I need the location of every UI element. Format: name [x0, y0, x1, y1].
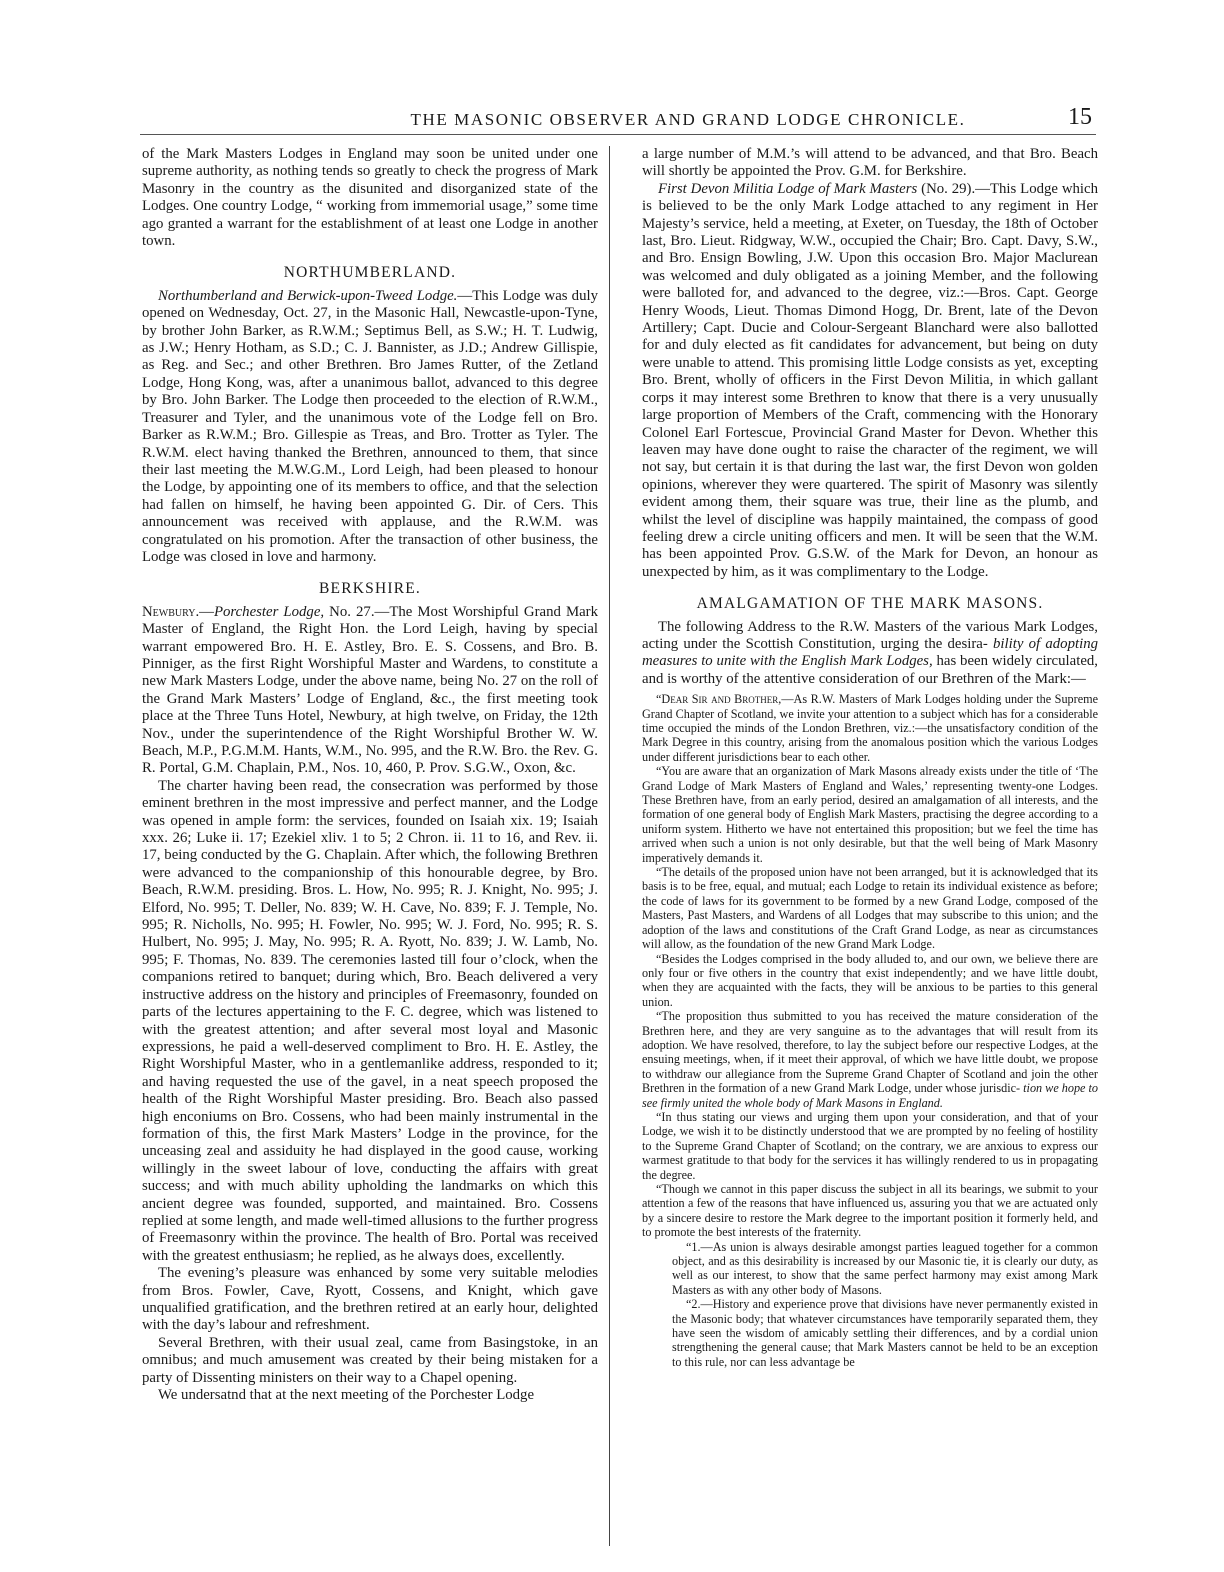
section-heading-northumberland: NORTHUMBERLAND.: [283, 264, 457, 282]
section-heading-berkshire: BERKSHIRE.: [319, 580, 421, 598]
paragraph-body: —This Lodge was duly opened on Wednesday, Oct. 27, in the Masonic Hall, Newcastle-upon-Tyne, by brother John Barker, as R.W.M.; Septimus Bell, as S.W.; H. T. Ludwig, as J.W.; Henry Hotham, as S.D.; C. J. Bannister, as J.D.; Andrew Gillispie, as Reg. and Sec.; and other Brethren. Bro James Rutter, of the Zetland Lodge, Hong Kong, was, after a unanimous ballot, advanced to this degree by Bro. John Barker. The Lodge then proceeded to the election of R.W.M., Treasurer and Tyler, and the unanimous vote of the Lodge fell on Bro. Barker as R.W.M.; Bro. Gillespie as Treas, and Bro. Trotter as Tyler. The R.W.M. elect having thanked the Brethren, announced to them, that since their last meeting the M.W.G.M., Lord Leigh, had been pleased to honour the Lodge, by appointing one of its members to office, and that the selection had fallen on himself, he having been appointed G. Dir. of Cers. This announcement was received with applause, and the R.W.M. was congratulated on his promotion. After the transaction of other business, the Lodge was closed in love and harmony.: [142, 287, 598, 565]
lodge-name: Northumberland and Berwick-upon-Tweed Lodge.: [158, 287, 458, 304]
paragraph: a large number of M.M.’s will attend to be advanced, and that Bro. Beach will shortly be appointed the Prov. G.M. for Berkshire.: [642, 146, 1098, 180]
numbered-reason: “2.—History and experience prove that divisions have never permanently existed in the Masonic body; that whatever circumstances have temporarily separated them, they have seen the wisdom of amicably settling their differences, and by a cordial union strengthening the general cause; that Mark Masters cannot be held to be an exception to this rule, nor can less advantage be: [672, 1297, 1098, 1369]
paragraph: Several Brethren, with their usual zeal, came from Basingstoke, in an omnibus; and much amusement was created by their being mistaken for a party of Dissenting ministers on their way to a Chapel opening.: [142, 1334, 598, 1386]
letter-text: “The proposition thus submitted to you has received the mature consideration of the Brethren here, and they are very sanguine as to the advantages that will result from its adoption. We have resolved, therefore, to lay the subject before our respective Lodges, at the ensuing meetings, when, if it meet their approval, of which we have little doubt, we propose to withdraw our allegiance from the Supreme Grand Chapter of Scotland and join the other Brethren in the formation of a new Grand Mark Lodge, under whose jurisdic-: [642, 1009, 1098, 1096]
letter-italic: tion we hope to see firmly united the whole body of Mark Masons in England.: [642, 1081, 1098, 1110]
letter-paragraph: [642, 1009, 1098, 1110]
letter-text: —As R.W. Masters of Mark Lodges holding under the Supreme Grand Chapter of Scotland, we invite your attention to a subject which has for a considerable time occupied the minds of the London Brethren, viz.:—the unsatisfactory condition of the Mark Degree in this country, arising from the anomalous position which the various Lodges under different jurisdictions bear to each other.: [642, 692, 1098, 764]
intro-text: The following Address to the R.W. Masters of the various Mark Lodges, acting under the Scottish Constitution, urging the desira-: [642, 618, 1098, 652]
lodge-name: First Devon Militia Lodge of Mark Masters: [658, 180, 918, 197]
paragraph-devon: [642, 181, 1098, 581]
paragraph: of the Mark Masters Lodges in England may soon be united under one supreme authority, as nothing tends so greatly to check the progress of Mark Masonry in the country as the disunited and disorganized state of the Lodges. One country Lodge, “ working from immemorial usage,” some time ago granted a warrant for the establishment of at least one Lodge in another town.: [142, 146, 598, 250]
paragraph: The charter having been read, the consecration was performed by those eminent brethren in the most impressive and perfect manner, and the Lodge was opened in ample form: the services, founded on Isaiah xix. 19; Isaiah xxx. 26; Luke ii. 17; Ezekiel xliv. 1 to 5; 2 Chron. ii. 11 to 16, and Rev. ii. 17, being conducted by the G. Chaplain. After which, the following Brethren were advanced to the companionship of this honourable degree, by Bro. Beach, R.W.M. presiding. Bros. L. How, No. 995; R. J. Knight, No. 995; J. Elford, No. 995; T. Deller, No. 839; W. H. Cave, No. 839; F. J. Temple, No. 995; R. Nicholls, No. 995; H. Fowler, No. 995; W. J. Ford, No. 995; R. S. Hulbert, No. 995; J. May, No. 995; R. A. Ryott, No. 839; J. W. Lamb, No. 995; F. Thomas, No. 839. The ceremonies lasted till four o’clock, when the companions retired to banquet; during which, Bro. Beach delivered a very instructive address on the history and principles of Freemasonry, founded on parts of the lectures appertaining to the F. C. degree, which was listened to with the greatest attention; and after several most loyal and Masonic expressions, he paid a well-deserved compliment to Bro. H. E. Astley, the Right Worshipful Master, who in a gentlemanlike address, responded to it; and having requested the use of the gavel, in a neat speech proposed the health of the Right Worshipful Master presiding. Bro. Beach also passed high enconiums on Bro. Cossens, who had been mainly instrumental in the formation of this, the first Mark Masters’ Lodge in the province, for the unceasing zeal and assiduity he had displayed in the good cause, working willingly in the sweet labour of love, conducting the affairs with great success; and with much ability upholding the landmarks on which this ancient degree was founded, supported, and maintained. Bro. Cossens replied at some length, and made well-timed allusions to the further progress of Freemasonry within the province. The health of Bro. Portal was received with the greatest enthusiasm; he replied, as he always does, excellently.: [142, 777, 598, 1264]
letter-paragraph: “Besides the Lodges comprised in the body alluded to, and our own, we believe there are only four or five others in the country that exist independently; and we have little doubt, when they are acquainted with the facts, they will be anxious to be parties to this general union.: [642, 951, 1098, 1009]
place-name: Newbury.: [142, 603, 200, 620]
letter-paragraph: “In thus stating our views and urging them upon your consideration, and that of your Lodge, we wish it to be distinctly understood that we are prompted by no feeling of hostility to the Supreme Grand Chapter of Scotland; on the contrary, we are anxious to express our warmest gratitude to that body for the services it has willingly rendered to us in propagating the degree.: [642, 1109, 1098, 1182]
paragraph-northumberland: [142, 288, 598, 567]
intro-italic: bility of adopting measures to unite with the English Mark Lodges,: [642, 635, 1098, 670]
paragraph-body: No. 27.—The Most Worshipful Grand Mark Master of England, the Right Hon. the Lord Leigh, having by special warrant empowered Bro. H. E. Astley, Bro. E. S. Cossens, and Bro. B. Pinniger, as the first Right Worshipful Master and Wardens, to constitute a new Mark Masters Lodge, under the above name, being No. 27 on the roll of the Grand Mark Masters’ Lodge of England, &c., the first meeting took place at the Three Tuns Hotel, Newbury, at high twelve, on Friday, the 12th Nov., under the superintendence of the Right Worshipful Brother W. W. Beach, M.P., P.G.M.M. Hants, W.M., No. 995, and the R.W. Bro. the Rev. G. R. Portal, G.M. Chaplain, P.M., Nos. 10, 460, P. Prov. S.G.W., Oxon, &c.: [142, 603, 598, 777]
paragraph-intro: [642, 619, 1098, 689]
letter-paragraph: “You are aware that an organization of Mark Masons already exists under the title of ‘The Grand Lodge of Mark Masters of England and Wales,’ representing twenty-one Lodges. These Brethren have, from an early period, desired an amalgamation of all interests, and the formation of one general body of English Mark Masters, practising the degree according to a uniform system. Hitherto we have not entertained this proposition; but we feel the time has arrived when such a union is not only desirable, but that the well being of Mark Masonry imperatively demands it.: [642, 764, 1098, 865]
paragraph-berkshire: Newbury.—Porchester Lodge, No. 27.—The Most Worshipful Grand Mark Master of England, the Right Hon. the Lord Leigh, having by special warrant empowered Bro. H. E. Astley, Bro. E. S. Cossens, and Bro. B. Pinniger, as the first Right Worshipful Master and Wardens, to constitute a new Mark Masters Lodge, under the above name, being No. 27 on the roll of the Grand Mark Masters’ Lodge of England, &c., the first meeting took place at the Three Tuns Hotel, Newbury, at high twelve, on Friday, the 12th Nov., under the superintendence of the Right Worshipful Brother W. W. Beach, M.P., P.G.M.M. Hants, W.M., No. 995, and the R.W. Bro. the Rev. G. R. Portal, G.M. Chaplain, P.M., Nos. 10, 460, P. Prov. S.G.W., Oxon, &c.: [142, 603, 598, 777]
paragraph-body: (No. 29).—This Lodge which is believed to be the only Mark Lodge attached to any regiment in Her Majesty’s service, held a meeting, at Exeter, on Tuesday, the 18th of October last, Bro. Lieut. Ridgway, W.W., occupied the Chair; Bro. Capt. Davy, S.W., and Bro. Ensign Bowling, J.W. Upon this occasion Bro. Major Maclurean was welcomed and duly obligated as a joining Member, and the following were balloted for, and advanced to the degree, viz.:—Bros. Capt. George Henry Woods, Lieut. Thomas Dimond Hogg, Dr. Brent, late of the Devon Artillery; Capt. Ducie and Colour-Sergeant Blanchard were also ballotted for and duly elected as fit candidates for advancement, but being on duty were unable to attend. This promising little Lodge consists as yet, excepting Bro. Brent, wholly of officers in the First Devon Militia, in which gallant corps it may interest some Brethren to know that there is a very unusually large proportion of Members of the Craft, commencing with the Honorary Colonel Earl Fortescue, Provincial Grand Master for Devon. Whether this leaven may have done ought to raise the character of the regiment, we will not say, but certain it is that during the last war, the first Devon won golden opinions, wherever they were quartered. The spirit of Masonry was silently evident among them, their square was true, their line as the plumb, and whilst the level of discipline was happily maintained, the compass of good feeling drew a circle uniting officers and men. It will be seen that the W.M. has been appointed Prov. G.S.W. of the Mark for Devon, an honour as unexpected by him, as it was complimentary to the Lodge.: [642, 180, 1098, 580]
left-column: [142, 146, 598, 1551]
paragraph: The evening’s pleasure was enhanced by some very suitable melodies from Bros. Fowler, Cave, Ryott, Cossens, and Knight, which gave unqualified gratification, and the brethren retired at an early hour, delighted with the day’s labour and refreshment.: [142, 1265, 598, 1334]
numbered-reason: “1.—As union is always desirable amongst parties leagued together for a common object, and as this desirability is increased by our Masonic tie, it is clearly our duty, as well as our interest, to show that the same perfect harmony may exist among Mark Masters as with any other body of Masons.: [672, 1239, 1098, 1297]
intro-text: has been widely circulated, and is worthy of the attentive consideration of our Brethren of the Mark:—: [642, 653, 1098, 687]
letter-paragraph: [642, 692, 1098, 764]
section-heading-amalgamation: AMALGAMATION OF THE MARK MASONS.: [696, 595, 1044, 613]
paragraph: We undersatnd that at the next meeting of the Porchester Lodge: [158, 1387, 535, 1404]
letter-paragraph: “Though we cannot in this paper discuss the subject in all its bearings, we submit to your attention a few of the reasons that have influenced us, assuring you that we are actuated only by a sincere desire to restore the Mark degree to the important position it formerly held, and to promote the best interests of the fraternity.: [642, 1182, 1098, 1240]
running-title: THE MASONIC OBSERVER AND GRAND LODGE CHRONICLE.: [410, 110, 966, 129]
page-header: [140, 104, 1096, 135]
lodge-name: Porchester Lodge,: [213, 603, 325, 620]
salutation: “Dear Sir and Brother,: [656, 692, 782, 707]
letter-paragraph: “The details of the proposed union have not been arranged, but it is acknowledged that its basis is to be free, equal, and mutual; each Lodge to retain its individual existence as before; the code of laws for its government to be formed by a new Grand Lodge, composed of the Masters, Past Masters, and Wardens of all Lodges that may subscribe to this union; and the adoption of the laws and constitutions of the Craft Grand Lodge, as near as circumstances will allow, as the foundation of the new Grand Mark Lodge.: [642, 865, 1098, 952]
right-column: [642, 146, 1098, 1551]
column-rule: [609, 146, 610, 1546]
address-letter: [642, 692, 1098, 1369]
page-number: 15: [1068, 104, 1092, 130]
